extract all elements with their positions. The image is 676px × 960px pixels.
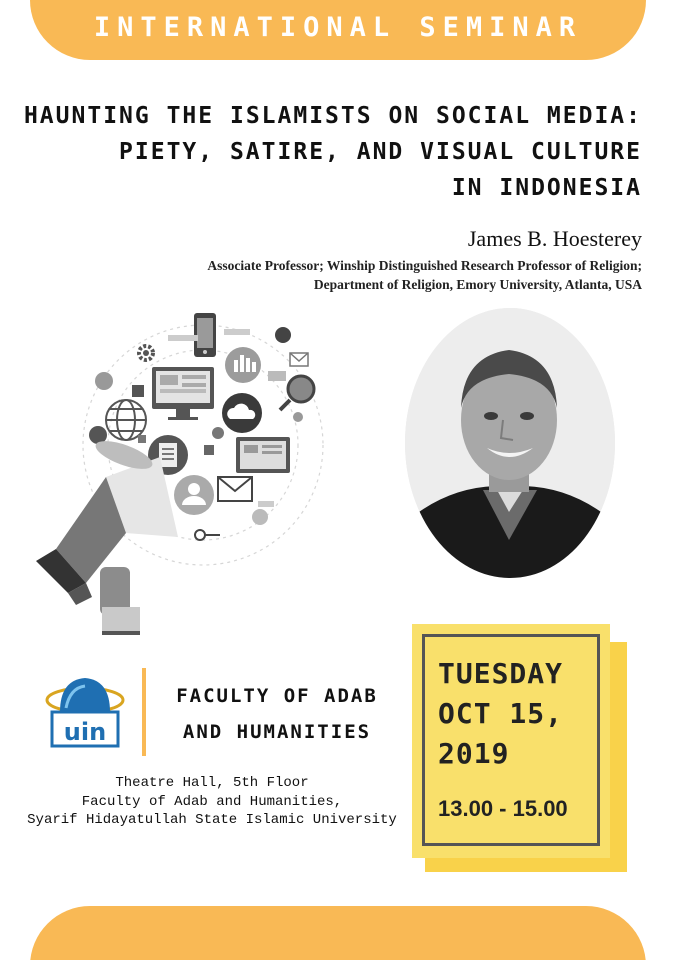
venue: [8, 774, 416, 830]
speaker-portrait: [405, 308, 615, 578]
social-media-illustration: [28, 305, 348, 645]
gear-icon: [139, 346, 153, 360]
speaker-role-line-1: Associate Professor; Winship Distinguished Research Professor of Religion;: [207, 258, 642, 273]
date-time: 13.00 - 15.00: [438, 796, 568, 821]
megaphone-icon: [36, 435, 178, 635]
date-year: 2019: [438, 737, 510, 770]
seminar-title: [22, 98, 642, 206]
user-icon: [174, 475, 214, 515]
speaker-role-line-2: Department of Religion, Emory University, Atlanta, USA: [313, 277, 642, 292]
venue-line-1: Theatre Hall, 5th Floor: [115, 775, 309, 791]
venue-line-3: Syarif Hidayatullah State Islamic University: [27, 812, 397, 828]
bar-chart-icon: [225, 347, 261, 383]
bottom-banner: [30, 906, 646, 960]
title-line-3: IN INDONESIA: [451, 175, 642, 201]
cloud-icon: [222, 393, 262, 433]
date-text: [438, 654, 598, 774]
faculty-line-1: FACULTY OF ADAB: [176, 685, 378, 707]
divider-bar: [142, 668, 146, 756]
speaker-photo: [405, 308, 615, 578]
faculty-name: [162, 678, 392, 750]
top-banner: [30, 0, 646, 60]
tablet-icon: [236, 437, 290, 473]
date-day: TUESDAY: [438, 657, 564, 690]
faculty-line-2: AND HUMANITIES: [182, 721, 372, 743]
venue-line-2: Faculty of Adab and Humanities,: [81, 793, 343, 810]
date-date: OCT 15,: [438, 697, 564, 730]
logo-text: uin: [63, 718, 107, 746]
banner-label: INTERNATIONAL SEMINAR: [93, 11, 583, 43]
speaker-name: James B. Hoesterey: [467, 226, 642, 251]
globe-icon: [106, 400, 146, 440]
title-line-2: PIETY, SATIRE, AND VISUAL CULTURE: [119, 139, 642, 165]
title-line-1: HAUNTING THE ISLAMISTS ON SOCIAL MEDIA:: [23, 103, 642, 129]
monitor-icon: [152, 367, 214, 420]
magnifier-icon: [280, 376, 314, 410]
speaker-role: [42, 256, 642, 294]
uin-logo: [44, 672, 126, 750]
